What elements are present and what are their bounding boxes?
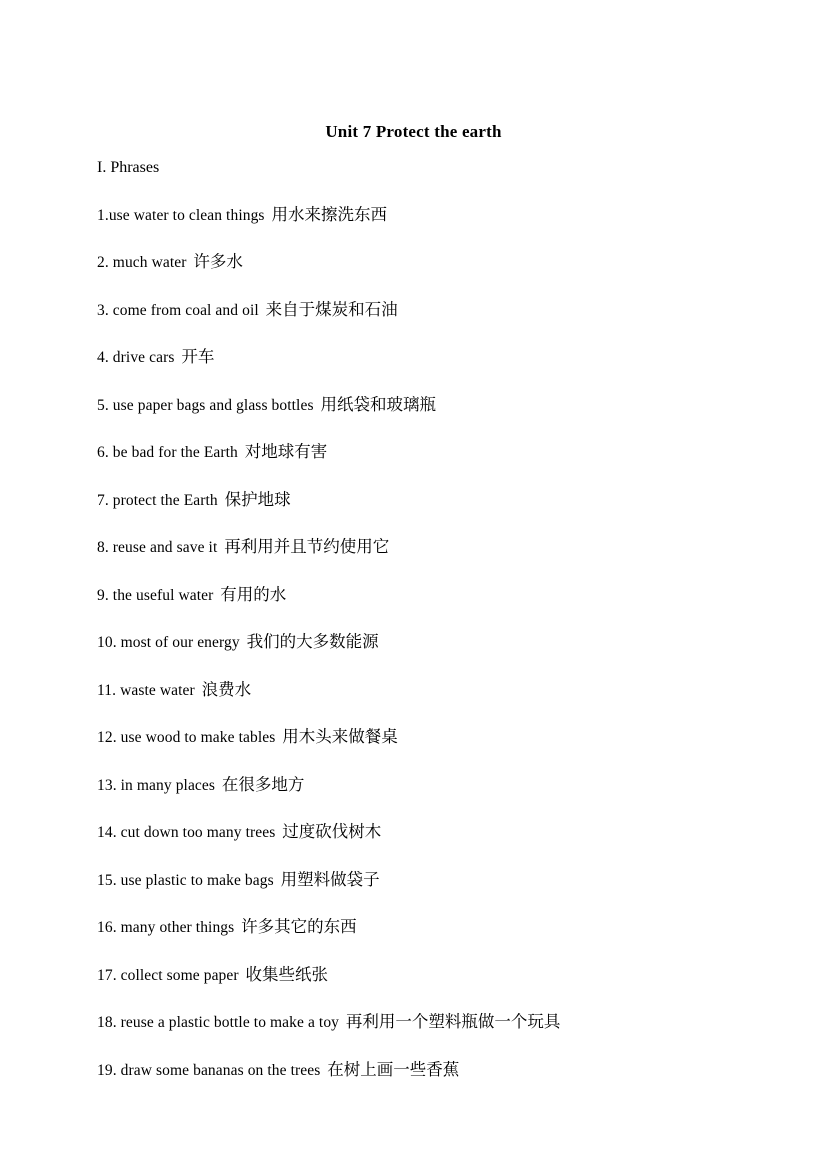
phrase-english: 17. collect some paper <box>97 966 239 984</box>
phrase-english: 9. the useful water <box>97 586 214 604</box>
phrase-chinese: 来自于煤炭和石油 <box>265 299 398 319</box>
phrase-english: 5. use paper bags and glass bottles <box>97 396 314 414</box>
phrase-item <box>97 870 777 890</box>
phrase-chinese: 对地球有害 <box>244 442 328 461</box>
phrase-item <box>97 490 777 510</box>
phrase-english: 14. cut down too many trees <box>97 824 276 841</box>
phrase-item <box>97 395 777 415</box>
phrase-item <box>97 300 777 320</box>
phrase-chinese: 开车 <box>181 347 215 366</box>
phrase-item <box>97 205 777 225</box>
phrase-chinese: 许多其它的东西 <box>241 917 357 936</box>
phrase-chinese: 许多水 <box>193 252 243 271</box>
phrase-english: 7. protect the Earth <box>97 491 218 509</box>
phrase-chinese: 我们的大多数能源 <box>246 632 379 651</box>
phrase-list <box>97 205 777 1080</box>
phrase-english: 8. reuse and save it <box>97 539 218 556</box>
phrase-item <box>97 680 777 700</box>
document-body <box>97 158 777 1080</box>
phrase-item <box>97 822 777 842</box>
phrase-item <box>97 632 777 652</box>
phrase-item <box>97 537 777 557</box>
phrase-english: 13. in many places <box>97 776 216 794</box>
phrase-item <box>97 252 777 272</box>
phrase-item <box>97 965 777 985</box>
phrase-item <box>97 917 777 937</box>
phrase-chinese: 浪费水 <box>201 679 252 699</box>
phrase-chinese: 保护地球 <box>224 489 291 509</box>
phrase-chinese: 有用的水 <box>220 584 287 604</box>
phrase-chinese: 用木头来做餐桌 <box>282 727 398 746</box>
phrase-item <box>97 585 777 605</box>
phrase-english: 15. use plastic to make bags <box>97 871 274 889</box>
phrase-item <box>97 1060 777 1080</box>
phrase-english: 19. draw some bananas on the trees <box>97 1061 321 1079</box>
section-heading: I. Phrases <box>97 159 160 176</box>
phrase-english: 12. use wood to make tables <box>97 729 276 746</box>
phrase-item <box>97 442 777 462</box>
phrase-item <box>97 347 777 367</box>
phrase-english: 3. come from coal and oil <box>97 301 259 319</box>
phrase-chinese: 用纸袋和玻璃瓶 <box>320 394 436 414</box>
phrase-english: 2. much water <box>97 254 187 271</box>
phrase-english: 4. drive cars <box>97 349 175 366</box>
phrase-english: 1.use water to clean things <box>97 206 265 224</box>
phrase-item <box>97 775 777 795</box>
phrase-english: 6. be bad for the Earth <box>97 444 238 461</box>
phrase-chinese: 过度砍伐树木 <box>282 822 382 841</box>
phrase-chinese: 再利用并且节约使用它 <box>224 537 390 556</box>
phrase-chinese: 在树上画一些香蕉 <box>327 1059 460 1079</box>
phrase-chinese: 在很多地方 <box>221 774 305 794</box>
phrase-item <box>97 1012 777 1032</box>
phrase-english: 11. waste water <box>97 681 195 699</box>
phrase-chinese: 用塑料做袋子 <box>280 869 380 889</box>
phrase-chinese: 收集些纸张 <box>245 964 329 984</box>
phrase-chinese: 再利用一个塑料瓶做一个玩具 <box>345 1012 561 1031</box>
document-title: Unit 7 Protect the earth <box>325 122 502 141</box>
phrase-english: 18. reuse a plastic bottle to make a toy <box>97 1014 340 1031</box>
phrase-english: 10. most of our energy <box>97 634 240 651</box>
phrase-item <box>97 727 777 747</box>
phrase-english: 16. many other things <box>97 919 235 936</box>
phrase-chinese: 用水来擦洗东西 <box>271 204 387 224</box>
